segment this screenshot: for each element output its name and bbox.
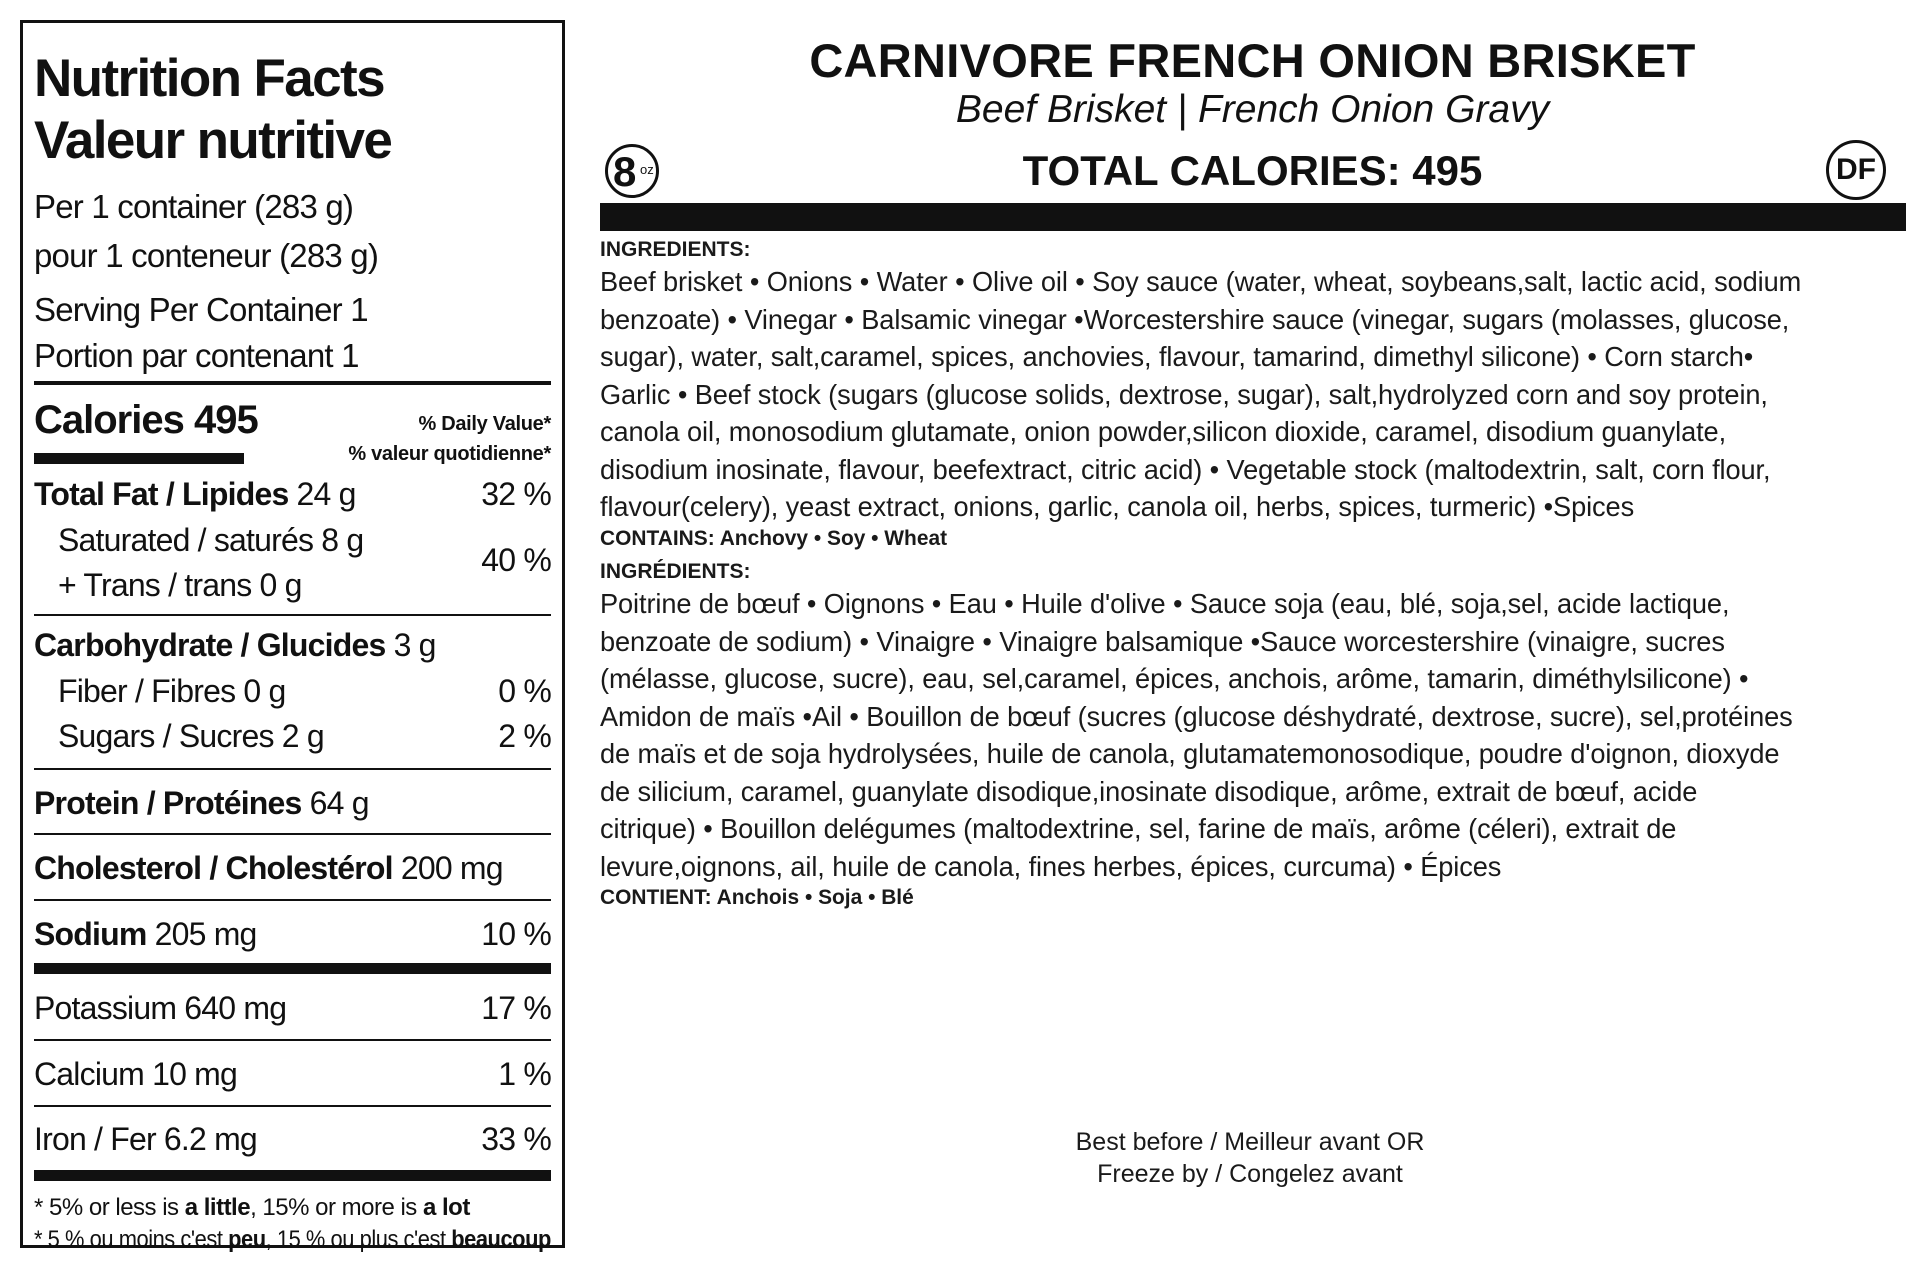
potassium-row xyxy=(34,989,551,1027)
protein-amount: 64 g xyxy=(301,785,369,821)
serving-size-en: Per 1 container (283 g) xyxy=(34,188,354,225)
potassium-label: Potassium 640 mg xyxy=(34,990,287,1026)
calories-bar xyxy=(34,453,244,464)
ingredients-fr-body xyxy=(600,585,1910,885)
nutrition-facts-panel xyxy=(20,20,565,1253)
trans-fat-label: + Trans / trans 0 g xyxy=(58,567,302,603)
footnote-fr-part: * 5 % ou moins c'est xyxy=(34,1226,229,1253)
nutrition-title-en: Nutrition Facts xyxy=(34,49,384,108)
divider-thick xyxy=(34,1170,551,1181)
contains-en: CONTAINS: Anchovy • Soy • Wheat xyxy=(600,526,948,550)
size-number: 8 xyxy=(613,148,637,195)
nutrition-title-fr: Valeur nutritive xyxy=(34,111,392,170)
daily-value-heading-en: % Daily Value* xyxy=(418,413,551,435)
ingredients-en-line: flavour(celery), yeast extract, onions, garlic, canola oil, herbs, spices, turmeric) •Spices xyxy=(600,491,1635,522)
divider xyxy=(34,1105,551,1107)
sodium-percent: 10 % xyxy=(481,916,551,952)
carbohydrate-row xyxy=(34,626,551,664)
iron-percent: 33 % xyxy=(481,1121,551,1157)
protein-row xyxy=(34,784,551,822)
iron-row xyxy=(34,1120,551,1158)
product-name: CARNIVORE FRENCH ONION BRISKET xyxy=(809,34,1696,87)
ingredients-fr xyxy=(600,559,1910,911)
iron-label: Iron / Fer 6.2 mg xyxy=(34,1121,257,1157)
sat-trans-percent: 40 % xyxy=(481,542,551,578)
ingredients-en-body xyxy=(600,263,1910,526)
carbohydrate-label: Carbohydrate / Glucides xyxy=(34,627,386,663)
ingredients-fr-line: de silicium, caramel, guanylate disodique,inosinate disodique, arôme, extrait de bœuf, acide xyxy=(600,775,1698,807)
divider xyxy=(34,614,551,616)
potassium-percent: 17 % xyxy=(481,990,551,1026)
cholesterol-row xyxy=(34,849,551,887)
protein-label: Protein / Protéines xyxy=(34,785,302,821)
footnote-en xyxy=(34,1193,470,1223)
ingredients-fr-line: levure,oignons, ail, huile de canola, fines herbes, épices, curcuma) • Épices xyxy=(600,850,1502,882)
cholesterol-amount: 200 mg xyxy=(392,850,503,886)
divider xyxy=(34,1039,551,1041)
carbohydrate-amount: 3 g xyxy=(385,627,436,663)
sodium-amount: 205 mg xyxy=(146,916,257,952)
saturated-fat-row xyxy=(34,521,551,559)
fiber-percent: 0 % xyxy=(498,673,551,709)
ingredients-en-heading: INGREDIENTS: xyxy=(600,238,751,261)
divider xyxy=(34,899,551,901)
ingredients-en-line: canola oil, monosodium glutamate, onion powder,silicon dioxide, caramel, disodium guanylate, xyxy=(600,416,1727,447)
sodium-label: Sodium xyxy=(34,916,147,952)
fiber-row xyxy=(34,672,551,710)
total-fat-row xyxy=(34,475,551,513)
footnote-en-emphasis: a little xyxy=(184,1194,251,1221)
trans-fat-row xyxy=(34,566,551,604)
calcium-percent: 1 % xyxy=(498,1056,551,1092)
total-fat-amount: 24 g xyxy=(288,476,356,512)
sugars-percent: 2 % xyxy=(498,718,551,754)
ingredients-en xyxy=(600,237,1910,552)
ingredients-fr-line: citrique) • Bouillon delégumes (maltodextrine, sel, farine de maïs, arôme (céleri), extrait de xyxy=(600,813,1677,844)
sugars-label: Sugars / Sucres 2 g xyxy=(58,718,324,754)
footnote-fr-emphasis: beaucoup xyxy=(451,1226,551,1253)
footnote-fr xyxy=(34,1225,551,1255)
total-fat-label: Total Fat / Lipides xyxy=(34,476,289,512)
divider xyxy=(34,833,551,835)
ingredients-en-line: benzoate) • Vinegar • Balsamic vinegar •Worcestershire sauce (vinegar, sugars (molasses, glucose, xyxy=(600,303,1790,335)
divider xyxy=(34,768,551,770)
ingredients-en-line: disodium inosinate, flavour, beefextract, citric acid) • Vegetable stock (maltodextrin, salt, corn flour, xyxy=(600,453,1771,485)
daily-value-heading-fr: % valeur quotidienne* xyxy=(348,443,551,465)
calcium-row xyxy=(34,1055,551,1093)
footnote-en-part: * 5% or less is xyxy=(34,1194,185,1221)
ingredients-en-line: Beef brisket • Onions • Water • Olive oil • Soy sauce (water, wheat, soybeans,salt, lactic acid, sodium xyxy=(600,266,1802,297)
sugars-row xyxy=(34,717,551,755)
contains-fr: CONTIENT: Anchois • Soja • Blé xyxy=(600,886,914,909)
calcium-label: Calcium 10 mg xyxy=(34,1056,238,1092)
ingredients-fr-line: benzoate de sodium) • Vinaigre • Vinaigre balsamique •Sauce worcestershire (vinaigre, sucres xyxy=(600,625,1725,657)
ingredients-fr-line: Poitrine de bœuf • Oignons • Eau • Huile d'olive • Sauce soja (eau, blé, soja,sel, acide lactique, xyxy=(600,588,1730,619)
fiber-label: Fiber / Fibres 0 g xyxy=(58,673,286,709)
footnote-en-emphasis: a lot xyxy=(422,1194,470,1221)
footnote-fr-emphasis: peu xyxy=(228,1226,266,1253)
divider-thick xyxy=(34,381,551,385)
ingredients-fr-line: (mélasse, glucose, sucre), eau, sel,caramel, épices, anchois, arôme, tamarin, diméthylsilicone) • xyxy=(600,663,1749,694)
size-8oz-icon xyxy=(605,144,659,198)
product-subtitle: Beef Brisket | French Onion Gravy xyxy=(955,88,1550,131)
dairy-free-icon: DF xyxy=(1826,140,1886,200)
ingredients-fr-heading: INGRÉDIENTS: xyxy=(600,560,751,583)
sodium-row xyxy=(34,915,551,953)
cholesterol-label: Cholesterol / Cholestérol xyxy=(34,850,393,886)
size-unit: oz xyxy=(640,162,654,177)
ingredients-fr-line: de maïs et de soja hydrolysées, huile de canola, glutamatemonosodique, poudre d'oignon, dioxyde xyxy=(600,738,1780,769)
total-calories: TOTAL CALORIES: 495 xyxy=(1022,147,1483,194)
footnote-en-part: , 15% or more is xyxy=(250,1194,423,1221)
header-black-bar xyxy=(600,203,1906,231)
freeze-by-line: Freeze by / Congelez avant xyxy=(1097,1160,1403,1188)
ingredients-en-line: Garlic • Beef stock (sugars (glucose solids, dextrose, sugar), salt,hydrolyzed corn and soy protein, xyxy=(600,378,1768,410)
footnote-fr-part: , 15 % ou plus c'est xyxy=(265,1226,452,1253)
serving-size-fr: pour 1 conteneur (283 g) xyxy=(34,237,379,274)
total-fat-percent: 32 % xyxy=(481,476,551,512)
best-before-line: Best before / Meilleur avant OR xyxy=(1075,1128,1425,1156)
ingredients-fr-line: Amidon de maïs •Ail • Bouillon de bœuf (sucres (glucose déshydraté, dextrose, sucre), sel,protéines xyxy=(600,700,1793,732)
divider-thick xyxy=(34,963,551,974)
ingredients-en-line: sugar), water, salt,caramel, spices, anchovies, flavour, tamarind, dimethyl silicone) • Corn starch• xyxy=(600,341,1754,372)
saturated-fat-label: Saturated / saturés 8 g xyxy=(58,522,364,558)
servings-per-container-fr: Portion par contenant 1 xyxy=(34,337,359,374)
servings-per-container-en: Serving Per Container 1 xyxy=(34,291,368,328)
calories-label: Calories 495 xyxy=(34,398,258,442)
